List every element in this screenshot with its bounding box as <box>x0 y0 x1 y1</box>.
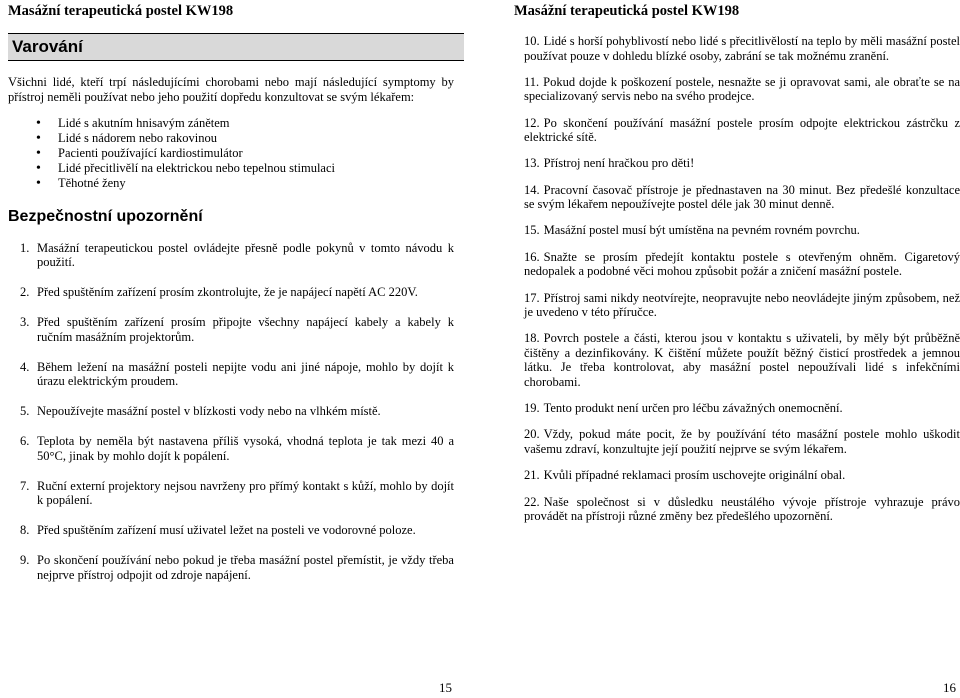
item-text: Vždy, pokud máte pocit, že by používání této masážní postele mohlo uškodit vašemu zdraví, konzultujte její použití nejprve se svým lékařem. <box>524 427 960 456</box>
list-item <box>20 315 454 344</box>
safety-list <box>8 241 454 583</box>
item-number: 4. <box>20 359 30 374</box>
item-text: Teplota by neměla být nastavena příliš vysoká, vhodná teplota je tak mezi 40 a 50°C, jinak by mohlo dojít k popálení. <box>37 434 454 463</box>
list-item <box>524 223 960 238</box>
item-number: 18. <box>524 331 540 346</box>
list-item <box>524 250 960 279</box>
item-number: 13. <box>524 156 540 171</box>
item-number: 19. <box>524 401 540 416</box>
item-text: Před spuštěním zařízení musí uživatel ležet na posteli ve vodorovné poloze. <box>37 523 416 538</box>
list-item <box>524 75 960 104</box>
item-text: Masážní postel musí být umístěna na pevném rovném povrchu. <box>543 223 860 238</box>
list-item: • Lidé s nádorem nebo rakovinou <box>58 131 454 146</box>
list-item <box>524 495 960 524</box>
list-item <box>20 240 454 270</box>
item-number: 20. <box>524 427 540 442</box>
page-header: Masážní terapeutická postel KW198 <box>514 3 740 19</box>
item-number: 6. <box>20 434 30 449</box>
left-page <box>8 0 454 698</box>
item-number: 8. <box>20 523 30 538</box>
item-text: Před spuštěním zařízení prosím připojte všechny napájecí kabely a kabely k ručním masážním projektorům. <box>37 315 454 344</box>
item-number: 22. <box>524 494 540 509</box>
item-number: 15. <box>524 223 540 238</box>
list-item <box>20 434 454 463</box>
safety-title: Bezpečnostní upozornění <box>8 207 203 225</box>
item-number: 16. <box>524 249 540 264</box>
item-number: 21. <box>524 468 540 483</box>
item-number: 5. <box>20 404 30 419</box>
item-text: Během ležení na masážní posteli nepijte vodu ani jiné nápoje, mohlo by dojít k úrazu elektrickým proudem. <box>37 359 454 389</box>
item-text: Pokud dojde k poškození postele, nesnažte se ji opravovat sami, ale obraťte se na specializovaný servis nebo na svého prodejce. <box>524 74 960 104</box>
item-text: Nepoužívejte masážní postel v blízkosti vody nebo na vlhkém místě. <box>37 404 381 419</box>
list-item <box>524 291 960 320</box>
item-number: 17. <box>524 290 540 305</box>
list-item: • Pacienti používající kardiostimulátor <box>58 146 454 161</box>
item-number: 1. <box>20 240 30 255</box>
list-item <box>20 404 454 419</box>
item-text: Pracovní časovač přístroje je přednastaven na 30 minut. Bez předešlé konzultace se svým lékařem nepoužívejte postel déle jak 30 minut denně. <box>524 182 960 212</box>
list-item <box>20 359 454 389</box>
item-number: 3. <box>20 315 30 330</box>
list-item <box>524 401 960 416</box>
item-text: Naše společnost si v důsledku neustálého vývoje přístroje vyhrazuje právo provádět na přístroji různé změny bez předešlého upozornění. <box>524 494 960 524</box>
item-text: Přístroj sami nikdy neotvírejte, neopravujte nebo neovládejte jiným způsobem, než je uvedeno v této příručce. <box>524 290 960 320</box>
list-item: • Těhotné ženy <box>58 176 454 191</box>
item-text: Snažte se prosím předejít kontaktu postele s otevřeným ohněm. Cigaretový nedopalek a podobné věci mohou způsobit požár a zničení masážní postele. <box>524 249 960 279</box>
item-number: 2. <box>20 285 30 300</box>
item-text: Masážní terapeutickou postel ovládejte přesně podle pokynů v tomto návodu k použití. <box>37 240 454 270</box>
list-item: • Lidé přecitlivělí na elektrickou nebo tepelnou stimulaci <box>58 161 454 176</box>
right-page <box>514 0 960 698</box>
item-number: 14. <box>524 182 540 197</box>
item-text: Povrch postele a části, kterou jsou v kontaktu s uživateli, by měly být průběžně čištěny a dezinfikovány. K čištění můžete použít běžný čisticí prostředek a jemnou látku. Je třeba kontrolovat, aby masážní postel nepoužívali lidé s infekčními chorobami. <box>524 331 960 389</box>
item-number: 9. <box>20 553 30 568</box>
item-text: Před spuštěním zařízení prosím zkontrolujte, že je napájecí napětí AC 220V. <box>37 285 418 300</box>
page-header: Masážní terapeutická postel KW198 <box>8 3 234 19</box>
list-item <box>524 331 960 389</box>
warning-text: Všichni lidé, kteří trpí následujícími chorobami nebo mají následující symptomy by přístroj neměli používat nebo jeho použití dopředu konzultovat se svým lékařem: <box>8 75 454 104</box>
list-item <box>20 553 454 582</box>
page-number: 16 <box>943 680 956 695</box>
list-item <box>20 285 454 300</box>
list-item <box>524 183 960 212</box>
warning-title: Varování <box>8 33 464 61</box>
list-item <box>524 427 960 456</box>
item-text: Ruční externí projektory nejsou navrženy pro přímý kontakt s kůží, mohlo by dojít k popálení. <box>37 478 454 508</box>
item-text: Po skončení používání nebo pokud je třeba masážní postel přemístit, je vždy třeba nejprve přístroj odpojit od zdroje napájení. <box>37 553 454 582</box>
item-text: Přístroj není hračkou pro děti! <box>543 156 695 171</box>
item-number: 12. <box>524 115 540 130</box>
list-item <box>524 156 960 171</box>
warning-list <box>8 116 454 192</box>
list-item <box>20 523 454 538</box>
item-text: Lidé s horší pohyblivostí nebo lidé s přecitlivělostí na teplo by měli masážní postel používat pouze v dohledu blízké osoby, zabrání se tak možnému zranění. <box>524 34 960 63</box>
item-text: Tento produkt není určen pro léčbu závažných onemocnění. <box>543 401 843 416</box>
item-text: Po skončení používání masážní postele prosím odpojte elektrickou zástrčku z elektrické sítě. <box>524 115 960 145</box>
list-item: • Lidé s akutním hnisavým zánětem <box>58 116 454 131</box>
list-item <box>524 34 960 63</box>
item-text: Kvůli případné reklamaci prosím uschovejte originální obal. <box>543 468 846 483</box>
list-item <box>524 116 960 145</box>
safety-list-continued <box>514 34 960 524</box>
page-number: 15 <box>439 680 452 695</box>
item-number: 10. <box>524 34 540 48</box>
list-item <box>20 478 454 508</box>
list-item <box>524 468 960 483</box>
item-number: 11. <box>524 74 540 89</box>
item-number: 7. <box>20 478 30 493</box>
